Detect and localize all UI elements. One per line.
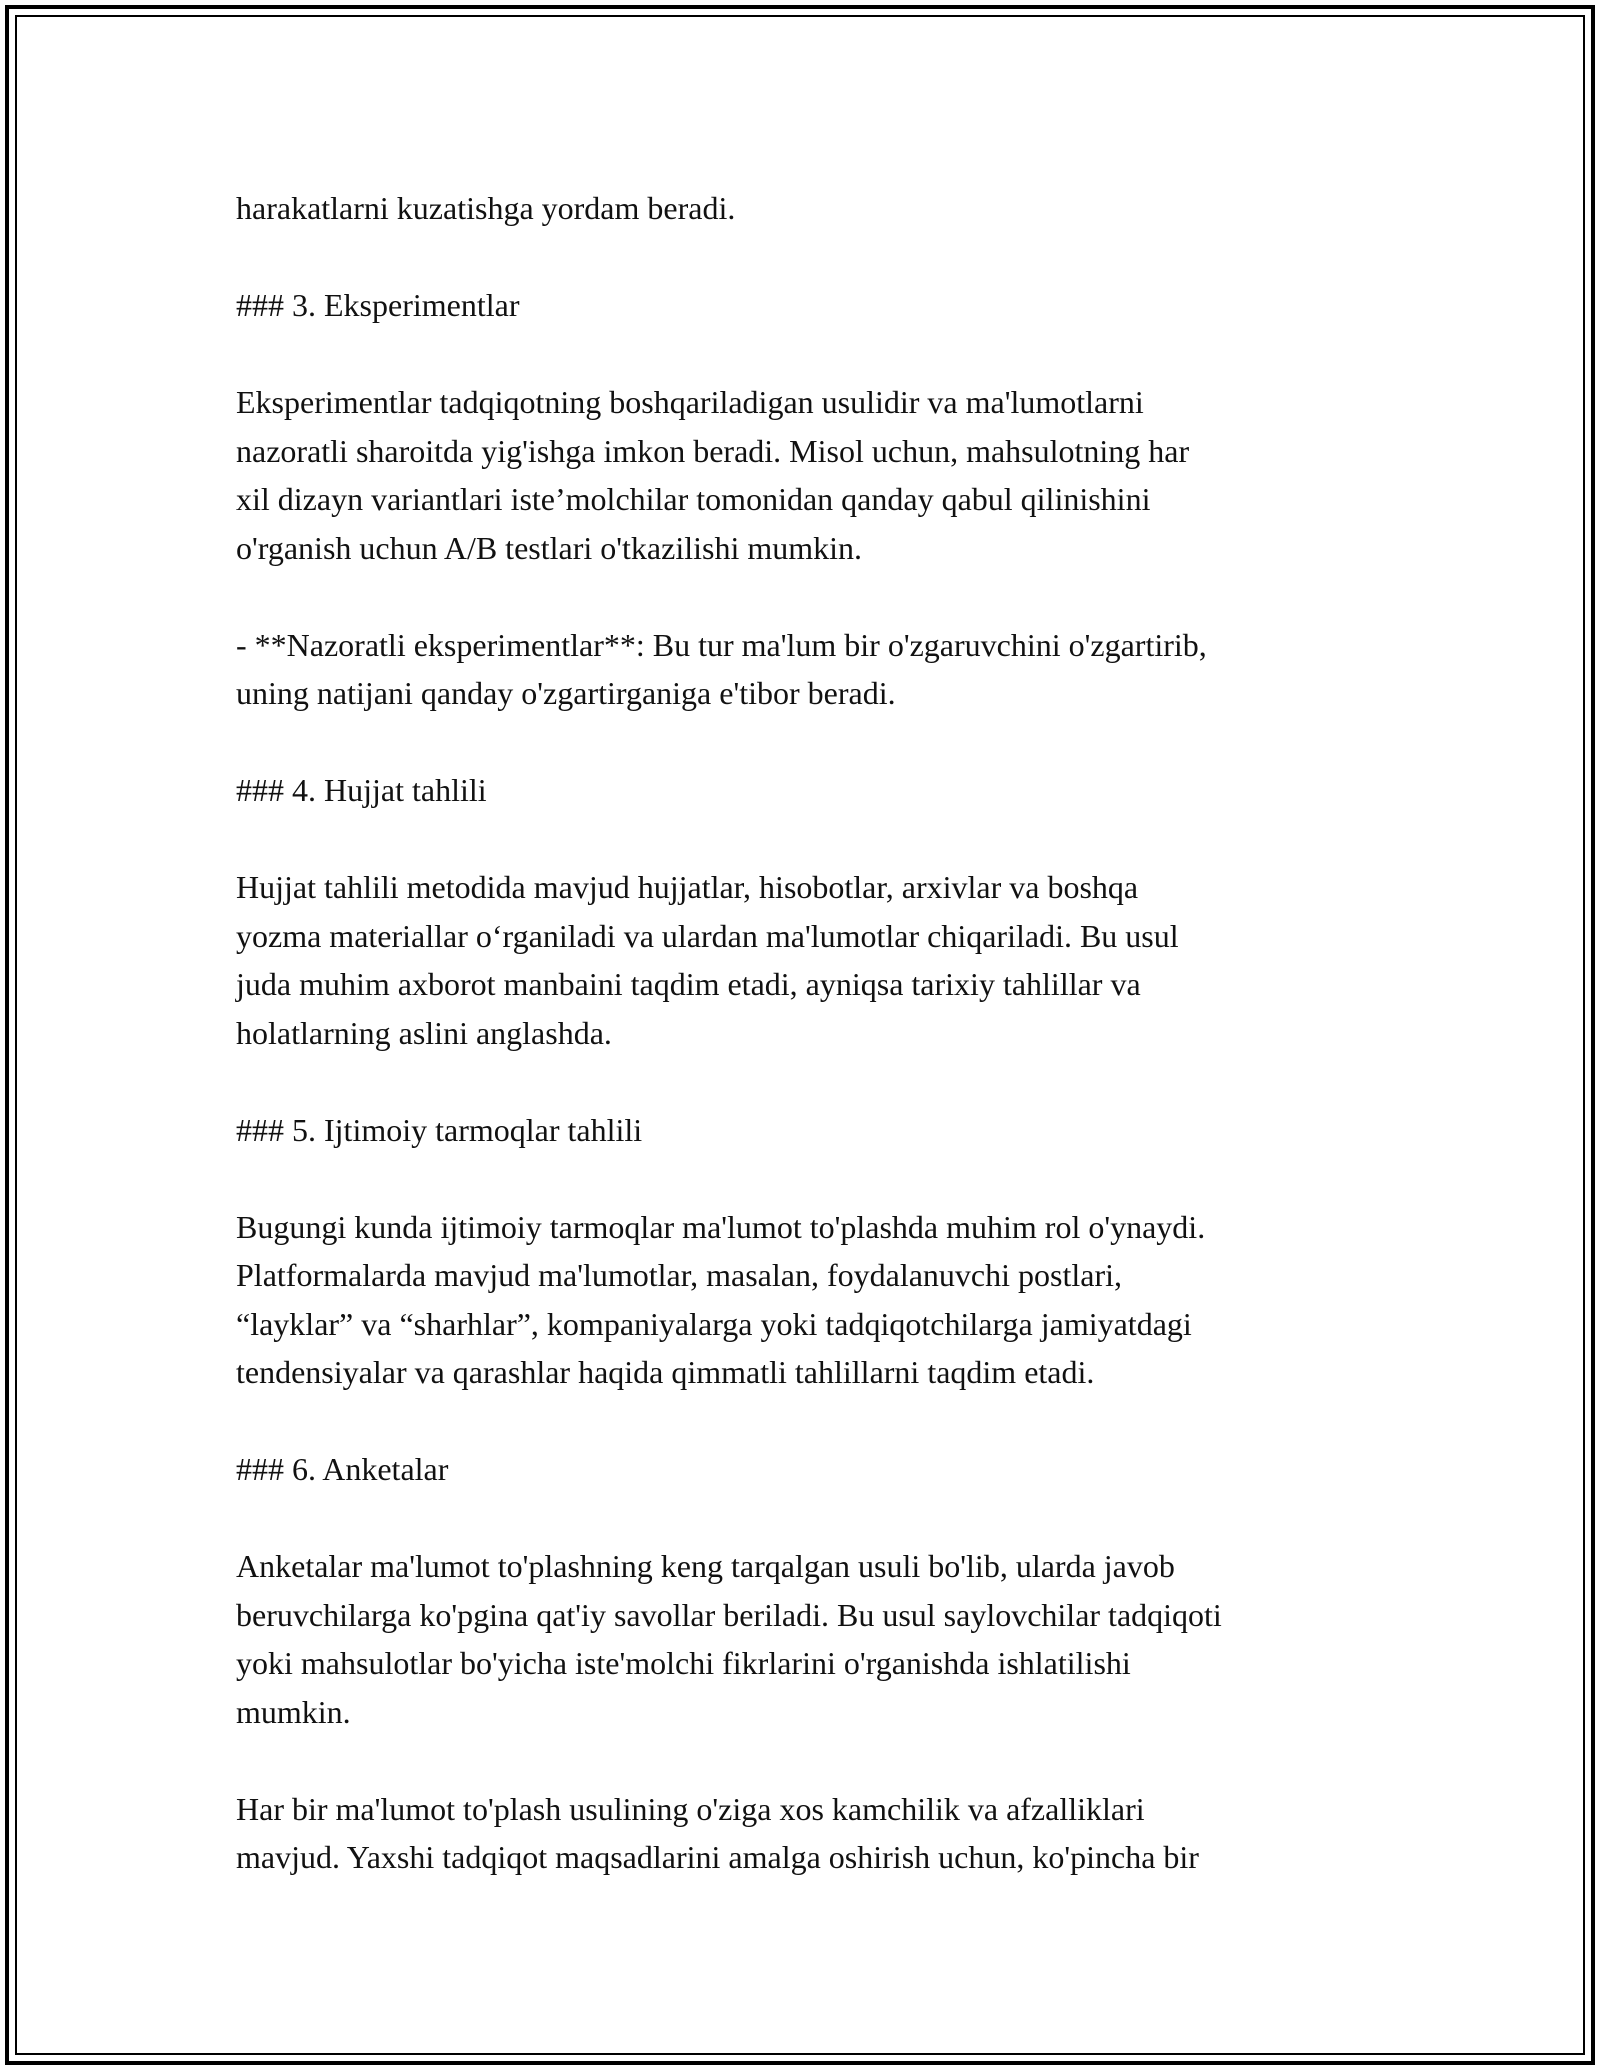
text-line: juda muhim axborot manbaini taqdim etadi, ayniqsa tarixiy tahlillar va xyxy=(236,966,1141,1002)
text-line: - **Nazoratli eksperimentlar**: Bu tur ma'lum bir o'zgaruvchini o'zgartirib, xyxy=(236,626,1207,663)
heading-text: ### 4. Hujjat tahlili xyxy=(236,772,487,808)
text-line: yoki mahsulotlar bo'yicha iste'molchi fikrlarini o'rganishda ishlatilishi xyxy=(236,1645,1131,1681)
paragraph-document-analysis xyxy=(236,863,1416,1057)
text-line: Hujjat tahlili metodida mavjud hujjatlar, hisobotlar, arxivlar va boshqa xyxy=(236,869,1139,905)
text-line: “layklar” va “sharhlar”, kompaniyalarga yoki tadqiqotchilarga jamiyatdagi xyxy=(236,1305,1192,1342)
text-line: Har bir ma'lumot to'plash usulining o'ziga xos kamchilik va afzalliklari xyxy=(236,1790,1145,1827)
text-line: Platformalarda mavjud ma'lumotlar, masalan, foydalanuvchi postlari, xyxy=(236,1257,1122,1293)
text-line: xil dizayn variantlari iste’molchilar tomonidan qanday qabul qilinishini xyxy=(236,481,1151,517)
paragraph-social-networks xyxy=(236,1203,1416,1397)
heading-social-networks xyxy=(236,1106,1416,1155)
heading-questionnaires xyxy=(236,1445,1416,1494)
heading-text: ### 3. Eksperimentlar xyxy=(236,287,520,323)
heading-text: ### 6. Anketalar xyxy=(236,1451,449,1487)
list-item-controlled-experiments xyxy=(236,621,1416,718)
paragraph-questionnaires xyxy=(236,1542,1416,1736)
text-line: beruvchilarga ko'pgina qat'iy savollar beriladi. Bu usul saylovchilar tadqiqoti xyxy=(236,1596,1222,1633)
text-line: mumkin. xyxy=(236,1693,351,1730)
text-line: tendensiyalar va qarashlar haqida qimmatli tahlillarni taqdim etadi. xyxy=(236,1354,1095,1390)
text-line: holatlarning aslini anglashda. xyxy=(236,1014,612,1051)
text-line: uning natijani qanday o'zgartirganiga e'tibor beradi. xyxy=(236,675,896,711)
text-line: Bugungi kunda ijtimoiy tarmoqlar ma'lumot to'plashda muhim rol o'ynaydi. xyxy=(236,1208,1206,1245)
text-line: harakatlarni kuzatishga yordam beradi. xyxy=(236,190,736,226)
text-line: Eksperimentlar tadqiqotning boshqariladigan usulidir va ma'lumotlarni xyxy=(236,384,1144,420)
heading-experiments xyxy=(236,281,1416,330)
text-line: yozma materiallar o‘rganiladi va ulardan ma'lumotlar chiqariladi. Bu usul xyxy=(236,917,1179,954)
paragraph-conclusion xyxy=(236,1785,1416,1882)
text-line: o'rganish uchun A/B testlari o'tkazilishi mumkin. xyxy=(236,529,862,566)
text-line: mavjud. Yaxshi tadqiqot maqsadlarini amalga oshirish uchun, ko'pincha bir xyxy=(236,1839,1199,1875)
document-body xyxy=(236,184,1416,1930)
text-line: nazoratli sharoitda yig'ishga imkon beradi. Misol uchun, mahsulotning har xyxy=(236,432,1190,469)
paragraph-experiments xyxy=(236,378,1416,572)
paragraph-continuation xyxy=(236,184,1416,233)
heading-text: ### 5. Ijtimoiy tarmoqlar tahlili xyxy=(236,1111,643,1148)
heading-document-analysis xyxy=(236,766,1416,815)
text-line: Anketalar ma'lumot to'plashning keng tarqalgan usuli bo'lib, ularda javob xyxy=(236,1548,1175,1584)
